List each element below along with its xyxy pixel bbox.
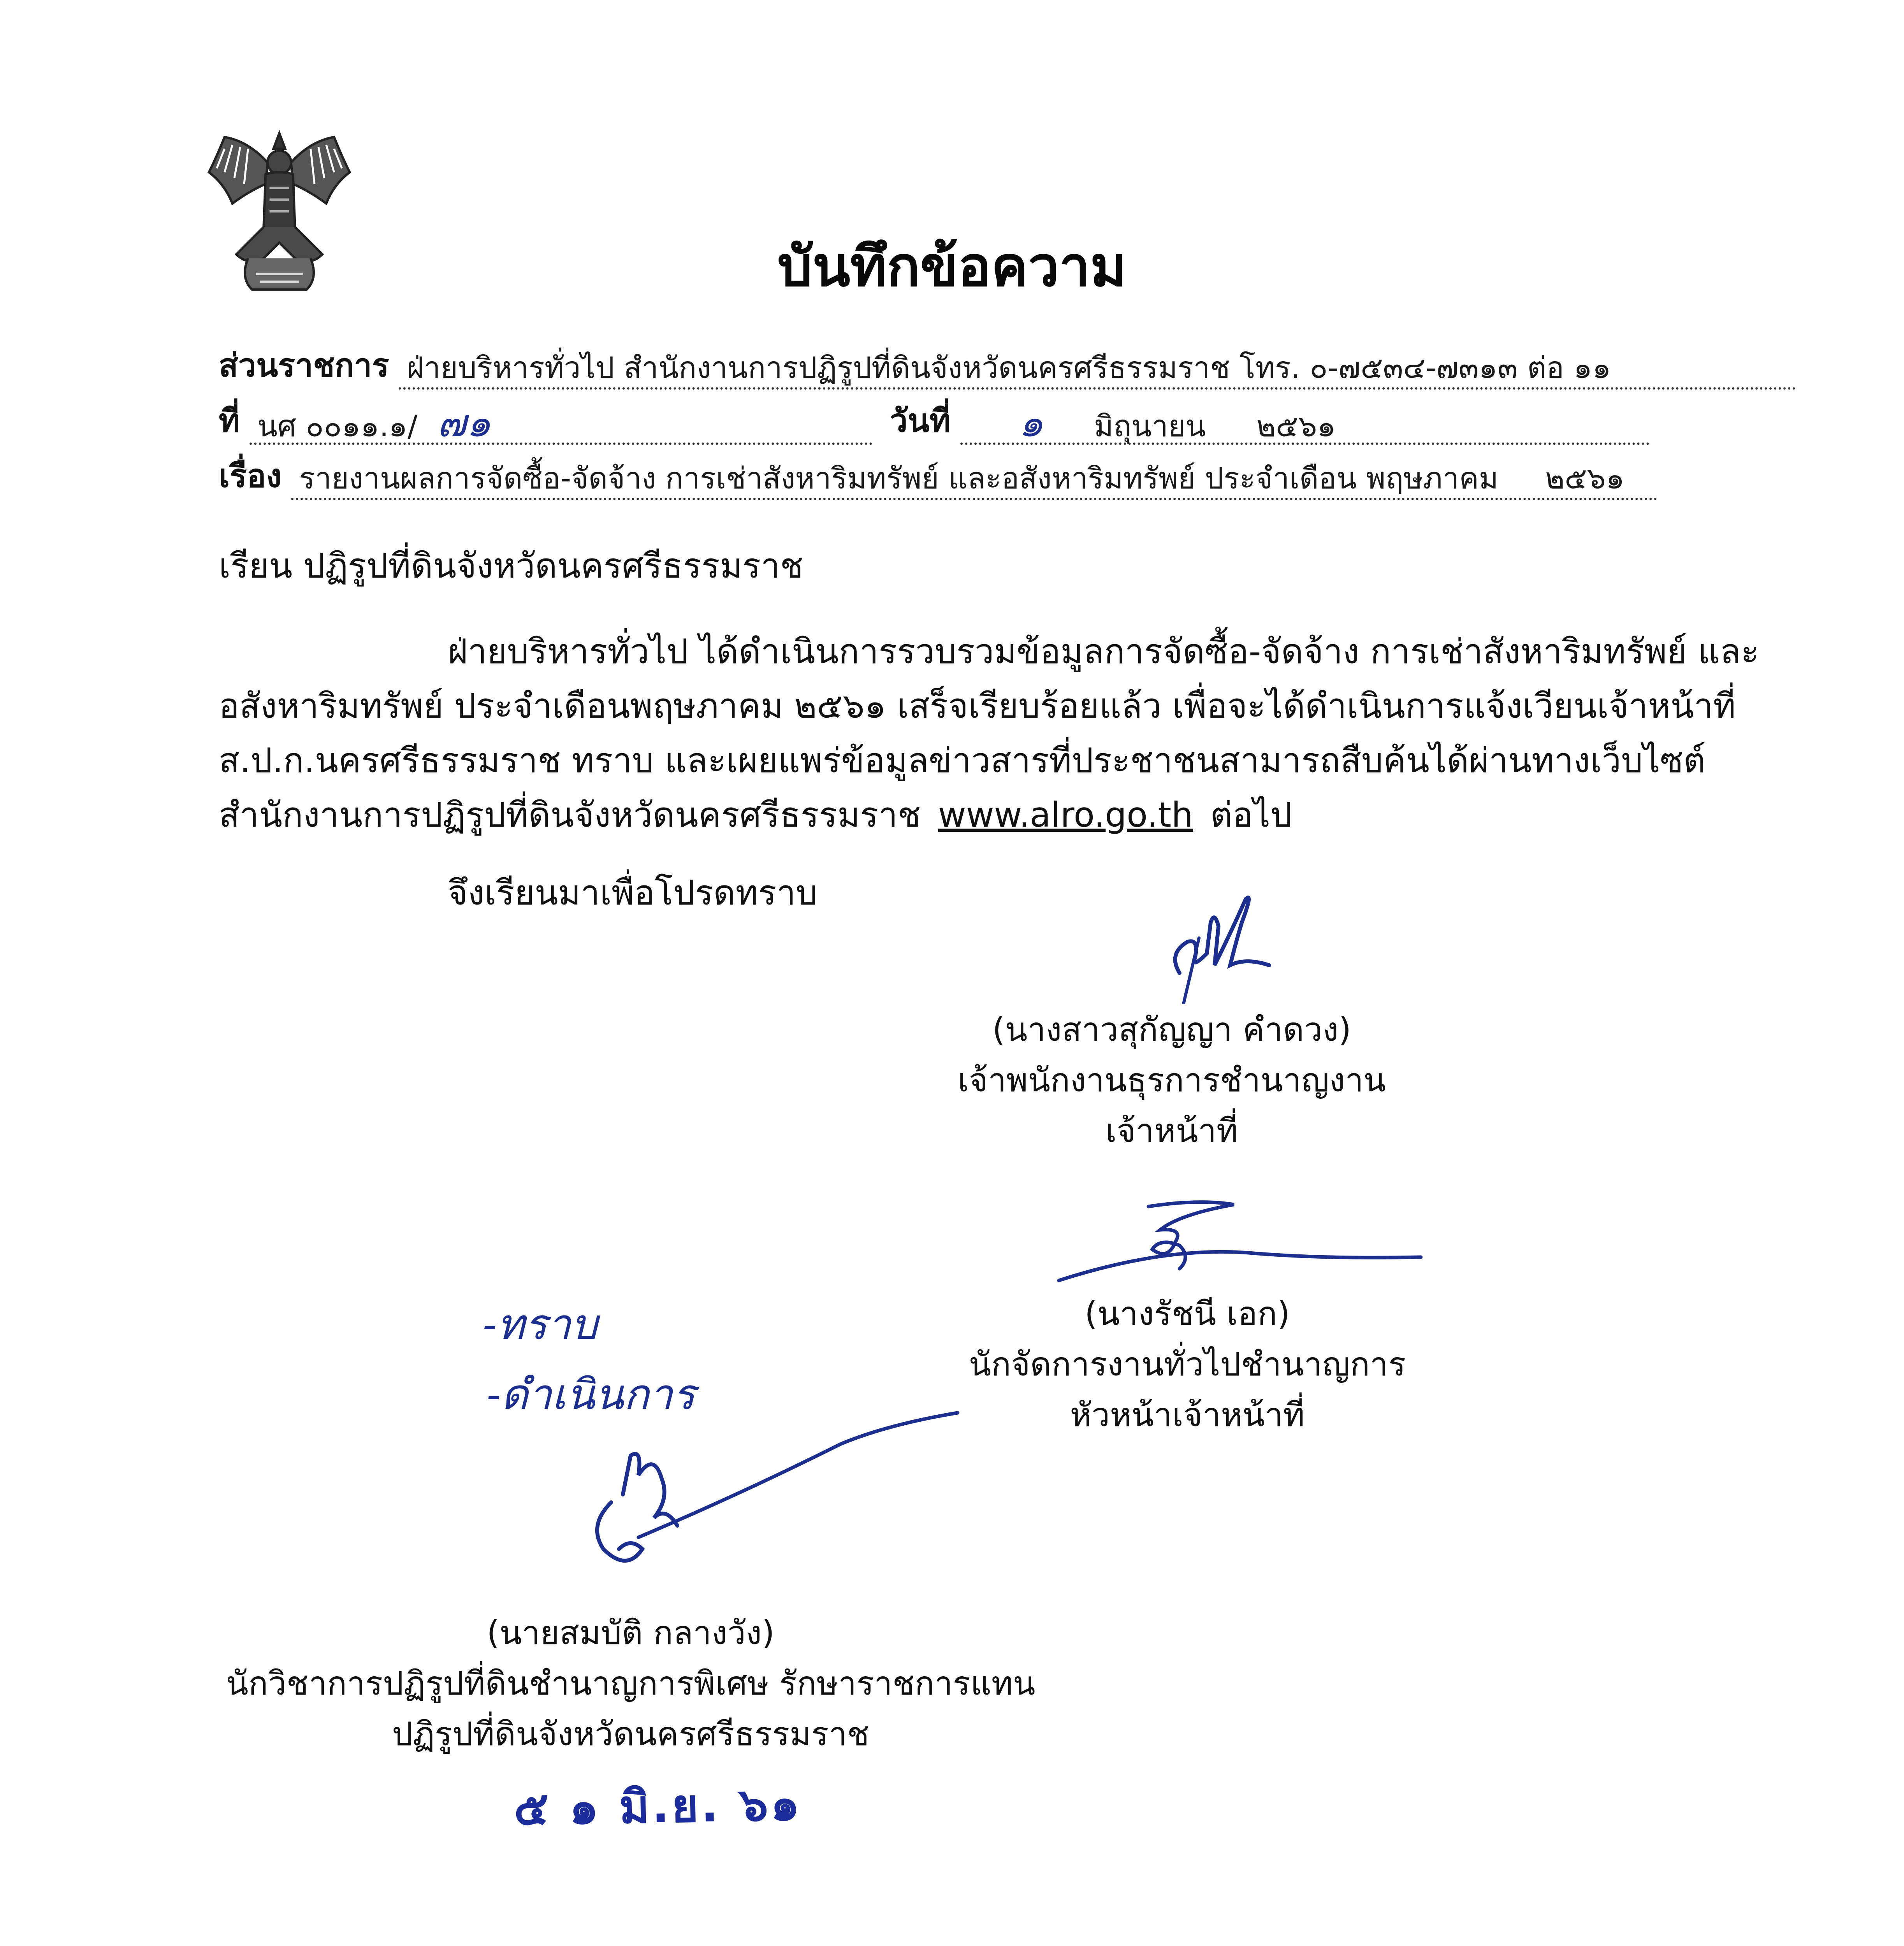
reference-label: ที่ bbox=[219, 402, 240, 439]
subject-year: ๒๕๖๑ bbox=[1545, 461, 1625, 495]
paragraph-text: สำนักงานการปฏิรูปที่ดินจังหวัดนครศรีธรรมราช bbox=[219, 795, 921, 835]
subject-line bbox=[219, 453, 1658, 500]
reference-handwritten: ๗๑ bbox=[437, 400, 491, 446]
date-label: วันที่ bbox=[890, 402, 951, 439]
website-link[interactable]: www.alro.go.th bbox=[938, 795, 1193, 835]
department-line bbox=[219, 342, 1796, 389]
date-stamp: ๕ ๑ มิ.ย. ๖๑ bbox=[513, 1777, 802, 1836]
date-year: ๒๕๖๑ bbox=[1256, 409, 1336, 443]
signatory-role: หัวหน้าเจ้าหน้าที่ bbox=[1070, 1396, 1305, 1434]
signature-3-icon bbox=[576, 1409, 965, 1604]
subject-label: เรื่อง bbox=[219, 458, 282, 495]
signatory-position: นักจัดการงานทั่วไปชำนาญการ bbox=[969, 1345, 1406, 1384]
signatory-name: (นางสาวสุกัญญา คำดวง) bbox=[992, 1010, 1351, 1049]
handwritten-note: -ดำเนินการ bbox=[487, 1370, 695, 1419]
reference-date-line bbox=[219, 398, 1649, 444]
paragraph-line: ฝ่ายบริหารทั่วไป ได้ดำเนินการรวบรวมข้อมูลการจัดซื้อ-จัดจ้าง การเช่าสังหาริมทรัพย์ และ bbox=[448, 631, 1760, 671]
paragraph-text: ต่อไป bbox=[1210, 795, 1292, 835]
signatory-role: เจ้าหน้าที่ bbox=[1105, 1112, 1238, 1150]
reference-value: นศ ๐๐๑๑.๑/ bbox=[257, 409, 418, 443]
signatory-2 bbox=[958, 1288, 1417, 1440]
department-value: ฝ่ายบริหารทั่วไป สำนักงานการปฏิรูปที่ดินจังหวัดนครศรีธรรมราช โทร. ๐-๗๕๓๔-๗๓๑๓ ต่อ ๑๑ bbox=[399, 348, 1796, 390]
signatory-role: ปฏิรูปที่ดินจังหวัดนครศรีธรรมราช bbox=[392, 1715, 870, 1753]
subject-field bbox=[291, 459, 1658, 500]
paragraph-line: อสังหาริมทรัพย์ ประจำเดือนพฤษภาคม ๒๕๖๑ เสร็จเรียบร้อยแล้ว เพื่อจะได้ดำเนินการแจ้งเวียนเจ้าหน้าที่ bbox=[219, 686, 1736, 726]
department-label: ส่วนราชการ bbox=[219, 347, 389, 384]
paragraph-last-line bbox=[219, 795, 1292, 835]
signature-2-icon bbox=[1051, 1191, 1433, 1292]
signatory-position: นักวิชาการปฏิรูปที่ดินชำนาญการพิเศษ รักษาราชการแทน bbox=[226, 1664, 1036, 1703]
signatory-name: (นางรัชนี เอก) bbox=[1085, 1294, 1290, 1333]
subject-value: รายงานผลการจัดซื้อ-จัดจ้าง การเช่าสังหาริมทรัพย์ และอสังหาริมทรัพย์ ประจำเดือน พฤษภาคม bbox=[299, 461, 1499, 495]
closing-text: จึงเรียนมาเพื่อโปรดทราบ bbox=[448, 873, 818, 913]
date-field bbox=[960, 400, 1649, 446]
date-month: มิถุนายน bbox=[1094, 409, 1206, 443]
signatory-position: เจ้าพนักงานธุรการชำนาญงาน bbox=[958, 1061, 1386, 1099]
salutation: เรียน ปฏิรูปที่ดินจังหวัดนครศรีธรรมราช bbox=[219, 546, 803, 586]
signature-1-icon bbox=[1152, 876, 1281, 1004]
memo-title: บันทึกข้อความ bbox=[777, 235, 1127, 299]
signatory-3 bbox=[218, 1607, 1043, 1760]
handwritten-note: -ทราบ bbox=[483, 1300, 598, 1349]
signatory-name: (นายสมบัติ กลางวัง) bbox=[487, 1614, 775, 1652]
reference-field bbox=[250, 400, 872, 446]
paragraph-line: ส.ป.ก.นครศรีธรรมราช ทราบ และเผยแพร่ข้อมูลข่าวสารที่ประชาชนสามารถสืบค้นได้ผ่านทางเว็บไซต์ bbox=[219, 740, 1706, 780]
signatory-1 bbox=[942, 1004, 1401, 1156]
date-day: ๑ bbox=[1018, 400, 1044, 446]
